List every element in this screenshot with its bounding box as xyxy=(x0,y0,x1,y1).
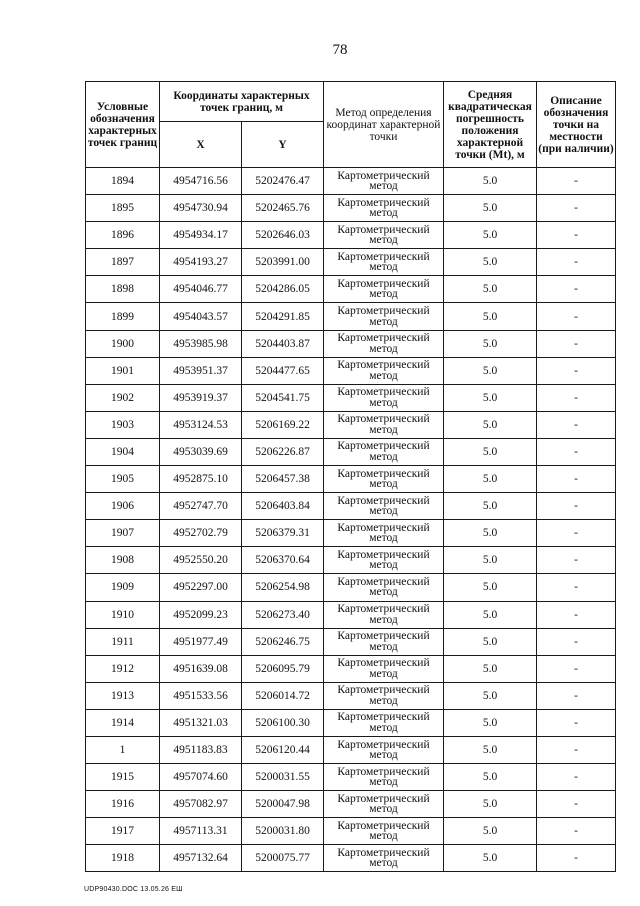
point-cell: 1894 xyxy=(86,168,160,195)
point-cell: 1902 xyxy=(86,384,160,411)
x-coordinate-cell: 4951639.08 xyxy=(160,655,242,682)
y-coordinate-cell: 5206100.30 xyxy=(242,709,324,736)
table-row xyxy=(86,249,616,276)
method-line-2: метод xyxy=(369,423,398,436)
method-cell xyxy=(324,303,444,330)
method-line-2: метод xyxy=(369,613,398,626)
method-line-1: Картометрический xyxy=(337,711,430,724)
table-row xyxy=(86,222,616,249)
table-row xyxy=(86,384,616,411)
method-line-1: Картометрический xyxy=(337,657,430,670)
x-coordinate-cell: 4954193.27 xyxy=(160,249,242,276)
error-cell: 5.0 xyxy=(444,493,537,520)
description-cell: - xyxy=(537,303,616,330)
point-cell: 1895 xyxy=(86,195,160,222)
method-line-2: метод xyxy=(369,180,398,193)
coordinates-table xyxy=(85,81,616,872)
x-coordinate-cell: 4951977.49 xyxy=(160,628,242,655)
method-cell xyxy=(324,411,444,438)
point-cell: 1911 xyxy=(86,628,160,655)
method-line-2: метод xyxy=(369,667,398,680)
method-line-2: метод xyxy=(369,776,398,789)
method-cell xyxy=(324,520,444,547)
table-row xyxy=(86,628,616,655)
x-coordinate-cell: 4954716.56 xyxy=(160,168,242,195)
method-line-1: Картометрический xyxy=(337,846,430,859)
method-cell xyxy=(324,168,444,195)
method-cell xyxy=(324,466,444,493)
y-coordinate-cell: 5206370.64 xyxy=(242,547,324,574)
x-coordinate-cell: 4952099.23 xyxy=(160,601,242,628)
point-cell: 1914 xyxy=(86,709,160,736)
error-cell: 5.0 xyxy=(444,736,537,763)
table-row xyxy=(86,709,616,736)
point-cell: 1907 xyxy=(86,520,160,547)
method-line-1: Картометрический xyxy=(337,630,430,643)
x-coordinate-cell: 4954934.17 xyxy=(160,222,242,249)
y-coordinate-cell: 5204403.87 xyxy=(242,330,324,357)
method-line-1: Картометрический xyxy=(337,413,430,426)
method-line-1: Картометрический xyxy=(337,223,430,236)
point-cell: 1901 xyxy=(86,357,160,384)
method-line-1: Картометрический xyxy=(337,467,430,480)
description-cell: - xyxy=(537,736,616,763)
method-line-2: метод xyxy=(369,830,398,843)
method-line-1: Картометрический xyxy=(337,250,430,263)
method-cell xyxy=(324,330,444,357)
error-cell: 5.0 xyxy=(444,574,537,601)
y-coordinate-cell: 5206226.87 xyxy=(242,438,324,465)
error-cell: 5.0 xyxy=(444,357,537,384)
description-cell: - xyxy=(537,330,616,357)
method-line-2: метод xyxy=(369,478,398,491)
header-point-label: Условные обозначения характерных точек границ xyxy=(86,82,160,168)
table-row xyxy=(86,791,616,818)
method-line-1: Картометрический xyxy=(337,196,430,209)
y-coordinate-cell: 5206254.98 xyxy=(242,574,324,601)
method-cell xyxy=(324,764,444,791)
method-cell xyxy=(324,682,444,709)
error-cell: 5.0 xyxy=(444,845,537,872)
y-coordinate-cell: 5206379.31 xyxy=(242,520,324,547)
method-line-2: метод xyxy=(369,857,398,870)
point-cell: 1 xyxy=(86,736,160,763)
x-coordinate-cell: 4957113.31 xyxy=(160,818,242,845)
x-coordinate-cell: 4954046.77 xyxy=(160,276,242,303)
method-cell xyxy=(324,818,444,845)
description-cell: - xyxy=(537,628,616,655)
y-coordinate-cell: 5200031.80 xyxy=(242,818,324,845)
description-cell: - xyxy=(537,655,616,682)
y-coordinate-cell: 5206120.44 xyxy=(242,736,324,763)
x-coordinate-cell: 4953951.37 xyxy=(160,357,242,384)
table-row xyxy=(86,276,616,303)
table-row xyxy=(86,411,616,438)
error-cell: 5.0 xyxy=(444,276,537,303)
description-cell: - xyxy=(537,764,616,791)
method-cell xyxy=(324,438,444,465)
x-coordinate-cell: 4953039.69 xyxy=(160,438,242,465)
method-cell xyxy=(324,384,444,411)
method-line-2: метод xyxy=(369,803,398,816)
y-coordinate-cell: 5200075.77 xyxy=(242,845,324,872)
method-line-1: Картометрический xyxy=(337,494,430,507)
header-y-label: Y xyxy=(242,122,324,168)
error-cell: 5.0 xyxy=(444,547,537,574)
error-cell: 5.0 xyxy=(444,655,537,682)
method-line-2: метод xyxy=(369,288,398,301)
table-row xyxy=(86,736,616,763)
description-cell: - xyxy=(537,818,616,845)
error-cell: 5.0 xyxy=(444,384,537,411)
table-body xyxy=(86,168,616,872)
method-cell xyxy=(324,655,444,682)
table-row xyxy=(86,357,616,384)
header-x-label: X xyxy=(160,122,242,168)
x-coordinate-cell: 4951321.03 xyxy=(160,709,242,736)
description-cell: - xyxy=(537,466,616,493)
error-cell: 5.0 xyxy=(444,764,537,791)
y-coordinate-cell: 5206246.75 xyxy=(242,628,324,655)
method-line-1: Картометрический xyxy=(337,359,430,372)
x-coordinate-cell: 4952747.70 xyxy=(160,493,242,520)
description-cell: - xyxy=(537,601,616,628)
point-cell: 1910 xyxy=(86,601,160,628)
description-cell: - xyxy=(537,574,616,601)
y-coordinate-cell: 5204286.05 xyxy=(242,276,324,303)
x-coordinate-cell: 4952702.79 xyxy=(160,520,242,547)
point-cell: 1897 xyxy=(86,249,160,276)
method-line-2: метод xyxy=(369,721,398,734)
document-footer: UDP90430.DOC 13.05.26 ЕШ xyxy=(84,886,183,893)
method-line-2: метод xyxy=(369,640,398,653)
method-line-1: Картометрический xyxy=(337,386,430,399)
table-row xyxy=(86,303,616,330)
point-cell: 1913 xyxy=(86,682,160,709)
point-cell: 1898 xyxy=(86,276,160,303)
header-coords-label: Координаты характерных точек границ, м xyxy=(160,82,324,122)
method-line-1: Картометрический xyxy=(337,765,430,778)
method-line-2: метод xyxy=(369,505,398,518)
table-row xyxy=(86,466,616,493)
method-line-1: Картометрический xyxy=(337,548,430,561)
y-coordinate-cell: 5204291.85 xyxy=(242,303,324,330)
x-coordinate-cell: 4953919.37 xyxy=(160,384,242,411)
error-cell: 5.0 xyxy=(444,709,537,736)
table-row xyxy=(86,168,616,195)
error-cell: 5.0 xyxy=(444,195,537,222)
point-cell: 1900 xyxy=(86,330,160,357)
description-cell: - xyxy=(537,709,616,736)
method-line-2: метод xyxy=(369,694,398,707)
x-coordinate-cell: 4951533.56 xyxy=(160,682,242,709)
method-line-2: метод xyxy=(369,207,398,220)
point-cell: 1903 xyxy=(86,411,160,438)
method-cell xyxy=(324,601,444,628)
method-line-1: Картометрический xyxy=(337,169,430,182)
y-coordinate-cell: 5206403.84 xyxy=(242,493,324,520)
table-row xyxy=(86,438,616,465)
description-cell: - xyxy=(537,249,616,276)
point-cell: 1917 xyxy=(86,818,160,845)
method-cell xyxy=(324,791,444,818)
x-coordinate-cell: 4957132.64 xyxy=(160,845,242,872)
method-cell xyxy=(324,493,444,520)
table-row xyxy=(86,574,616,601)
description-cell: - xyxy=(537,357,616,384)
y-coordinate-cell: 5202476.47 xyxy=(242,168,324,195)
x-coordinate-cell: 4952550.20 xyxy=(160,547,242,574)
error-cell: 5.0 xyxy=(444,303,537,330)
method-line-1: Картометрический xyxy=(337,792,430,805)
method-cell xyxy=(324,195,444,222)
point-cell: 1905 xyxy=(86,466,160,493)
point-cell: 1916 xyxy=(86,791,160,818)
x-coordinate-cell: 4953985.98 xyxy=(160,330,242,357)
error-cell: 5.0 xyxy=(444,249,537,276)
y-coordinate-cell: 5206273.40 xyxy=(242,601,324,628)
method-line-1: Картометрический xyxy=(337,684,430,697)
point-cell: 1908 xyxy=(86,547,160,574)
description-cell: - xyxy=(537,845,616,872)
y-coordinate-cell: 5206169.22 xyxy=(242,411,324,438)
y-coordinate-cell: 5204477.65 xyxy=(242,357,324,384)
method-line-2: метод xyxy=(369,315,398,328)
method-line-1: Картометрический xyxy=(337,575,430,588)
method-cell xyxy=(324,276,444,303)
y-coordinate-cell: 5206095.79 xyxy=(242,655,324,682)
error-cell: 5.0 xyxy=(444,682,537,709)
point-cell: 1906 xyxy=(86,493,160,520)
method-cell xyxy=(324,574,444,601)
header-error-label: Средняя квадратическая погрешность положения характерной точки (Mt), м xyxy=(444,82,537,168)
error-cell: 5.0 xyxy=(444,601,537,628)
method-cell xyxy=(324,547,444,574)
y-coordinate-cell: 5200047.98 xyxy=(242,791,324,818)
table-row xyxy=(86,655,616,682)
point-cell: 1896 xyxy=(86,222,160,249)
method-line-1: Картометрический xyxy=(337,332,430,345)
description-cell: - xyxy=(537,276,616,303)
table-row xyxy=(86,493,616,520)
table-header xyxy=(86,82,616,168)
x-coordinate-cell: 4952875.10 xyxy=(160,466,242,493)
error-cell: 5.0 xyxy=(444,168,537,195)
description-cell: - xyxy=(537,791,616,818)
x-coordinate-cell: 4957074.60 xyxy=(160,764,242,791)
method-line-2: метод xyxy=(369,234,398,247)
method-line-2: метод xyxy=(369,369,398,382)
error-cell: 5.0 xyxy=(444,628,537,655)
table-row xyxy=(86,818,616,845)
method-cell xyxy=(324,736,444,763)
x-coordinate-cell: 4957082.97 xyxy=(160,791,242,818)
x-coordinate-cell: 4954043.57 xyxy=(160,303,242,330)
header-description-label: Описание обозначения точки на местности (при наличии) xyxy=(537,82,616,168)
description-cell: - xyxy=(537,195,616,222)
y-coordinate-cell: 5200031.55 xyxy=(242,764,324,791)
page-number: 78 xyxy=(332,42,348,58)
y-coordinate-cell: 5202465.76 xyxy=(242,195,324,222)
method-cell xyxy=(324,357,444,384)
method-line-1: Картометрический xyxy=(337,819,430,832)
error-cell: 5.0 xyxy=(444,818,537,845)
description-cell: - xyxy=(537,547,616,574)
method-cell xyxy=(324,628,444,655)
error-cell: 5.0 xyxy=(444,438,537,465)
table-row xyxy=(86,601,616,628)
point-cell: 1915 xyxy=(86,764,160,791)
error-cell: 5.0 xyxy=(444,222,537,249)
description-cell: - xyxy=(537,438,616,465)
method-line-2: метод xyxy=(369,586,398,599)
y-coordinate-cell: 5203991.00 xyxy=(242,249,324,276)
method-cell xyxy=(324,709,444,736)
method-line-1: Картометрический xyxy=(337,440,430,453)
x-coordinate-cell: 4952297.00 xyxy=(160,574,242,601)
method-line-2: метод xyxy=(369,450,398,463)
y-coordinate-cell: 5204541.75 xyxy=(242,384,324,411)
method-cell xyxy=(324,845,444,872)
x-coordinate-cell: 4954730.94 xyxy=(160,195,242,222)
y-coordinate-cell: 5202646.03 xyxy=(242,222,324,249)
x-coordinate-cell: 4953124.53 xyxy=(160,411,242,438)
description-cell: - xyxy=(537,411,616,438)
description-cell: - xyxy=(537,222,616,249)
point-cell: 1918 xyxy=(86,845,160,872)
point-cell: 1904 xyxy=(86,438,160,465)
header-method-label: Метод определения координат характерной точки xyxy=(324,82,444,168)
method-line-2: метод xyxy=(369,261,398,274)
table-row xyxy=(86,547,616,574)
description-cell: - xyxy=(537,168,616,195)
method-line-1: Картометрический xyxy=(337,603,430,616)
table-row xyxy=(86,682,616,709)
error-cell: 5.0 xyxy=(444,330,537,357)
table-row xyxy=(86,845,616,872)
point-cell: 1912 xyxy=(86,655,160,682)
y-coordinate-cell: 5206457.38 xyxy=(242,466,324,493)
method-cell xyxy=(324,249,444,276)
y-coordinate-cell: 5206014.72 xyxy=(242,682,324,709)
method-line-2: метод xyxy=(369,559,398,572)
error-cell: 5.0 xyxy=(444,466,537,493)
description-cell: - xyxy=(537,520,616,547)
description-cell: - xyxy=(537,493,616,520)
point-cell: 1899 xyxy=(86,303,160,330)
x-coordinate-cell: 4951183.83 xyxy=(160,736,242,763)
method-line-2: метод xyxy=(369,749,398,762)
table-row xyxy=(86,520,616,547)
table-row xyxy=(86,764,616,791)
method-line-1: Картометрический xyxy=(337,305,430,318)
method-line-1: Картометрический xyxy=(337,277,430,290)
method-cell xyxy=(324,222,444,249)
point-cell: 1909 xyxy=(86,574,160,601)
description-cell: - xyxy=(537,384,616,411)
method-line-2: метод xyxy=(369,342,398,355)
method-line-2: метод xyxy=(369,396,398,409)
method-line-1: Картометрический xyxy=(337,521,430,534)
method-line-1: Картометрический xyxy=(337,738,430,751)
table-row xyxy=(86,330,616,357)
method-line-2: метод xyxy=(369,532,398,545)
description-cell: - xyxy=(537,682,616,709)
error-cell: 5.0 xyxy=(444,411,537,438)
table-row xyxy=(86,195,616,222)
error-cell: 5.0 xyxy=(444,520,537,547)
error-cell: 5.0 xyxy=(444,791,537,818)
